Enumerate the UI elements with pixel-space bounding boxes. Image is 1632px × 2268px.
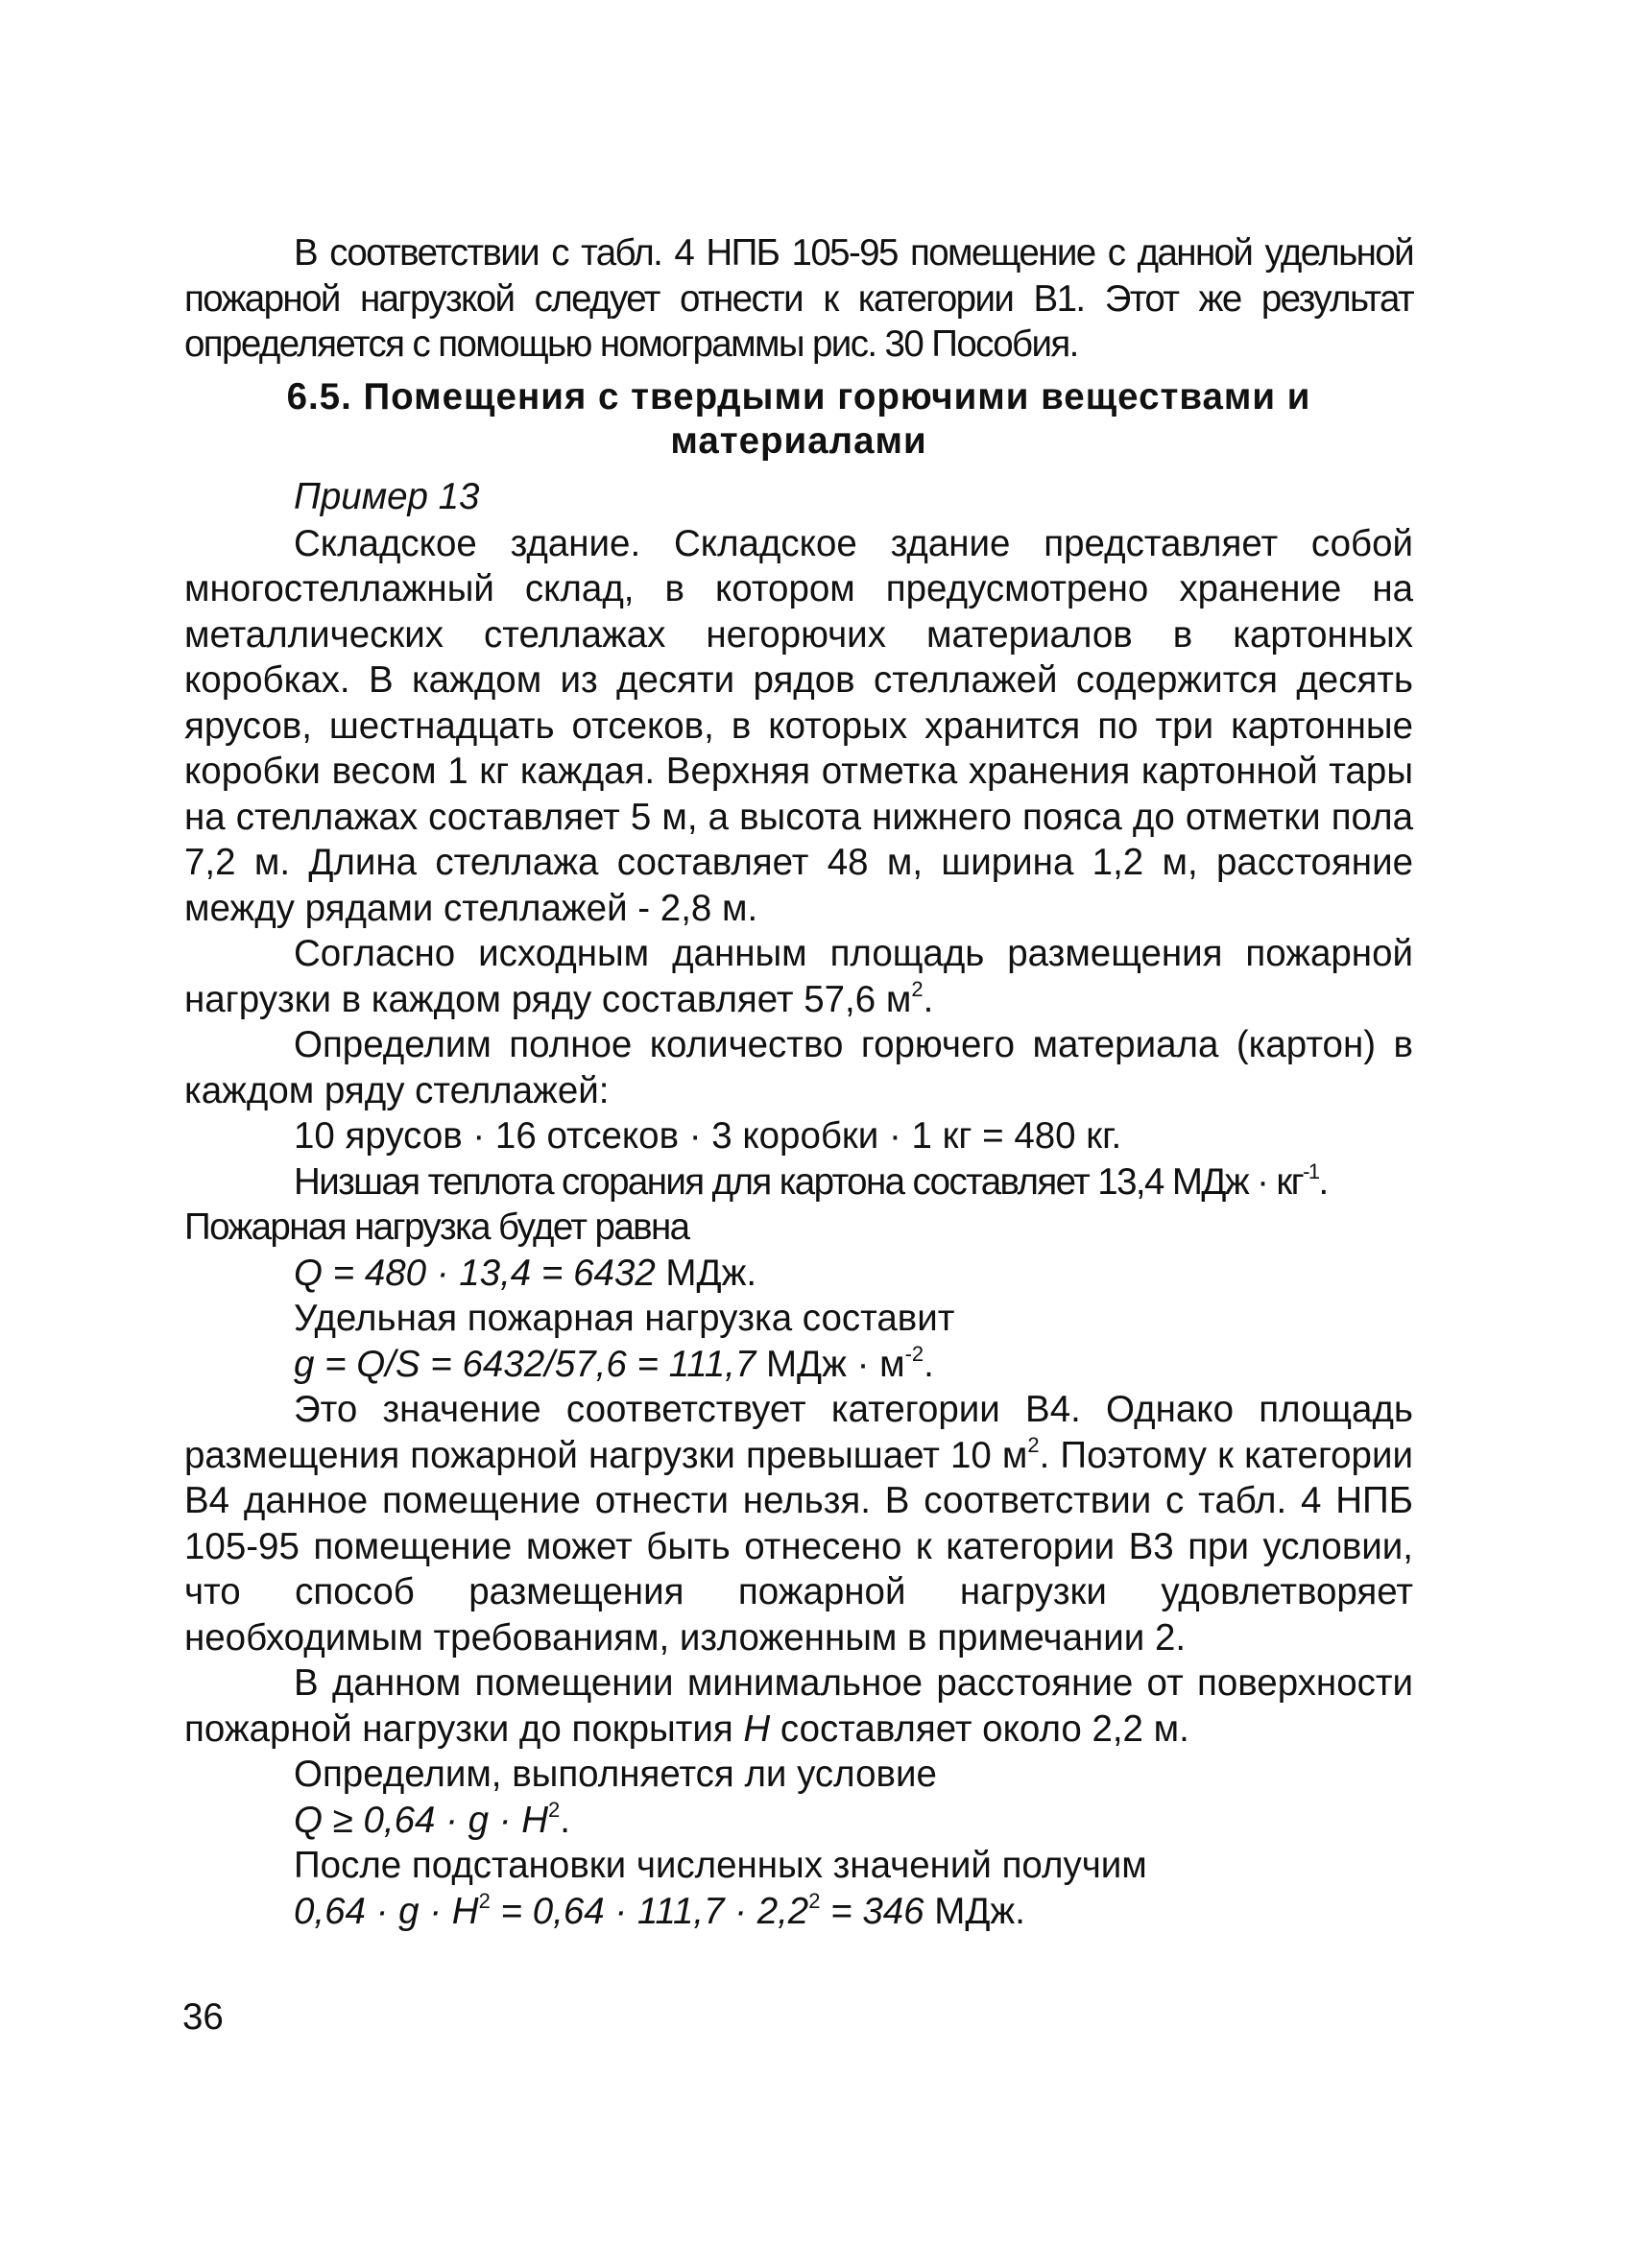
- formula-condition: [184, 1798, 1413, 1844]
- formula-result-sup2: 2: [808, 1888, 821, 1913]
- formula-result-b: = 0,64 · 111,7 · 2,2: [490, 1890, 809, 1932]
- formula-result-unit: МДж.: [924, 1890, 1025, 1932]
- formula-q-expr: Q = 480 · 13,4 = 6432: [294, 1252, 656, 1294]
- distance-paragraph: [184, 1660, 1413, 1752]
- category-part2: . Поэтому к категории В4 данное помещение отнести нельзя. В соответствии с табл. 4 НПБ 105-95 помещение может быть отнесено к категории В3 при условии, что способ размещения пожарной нагрузки удовлетворяет необходимым требованиям, изложенным в примечании 2.: [184, 1434, 1413, 1659]
- category-part1: Это значение соответствует категории В4. Однако площадь размещения пожарной нагрузки превышает 10 м: [184, 1389, 1413, 1476]
- formula-cond-end: .: [560, 1799, 570, 1841]
- distance-part2: составляет около 2,2 м.: [770, 1707, 1189, 1750]
- specific-line: Удельная пожарная нагрузка составит: [294, 1298, 955, 1339]
- formula-result: [184, 1889, 1413, 1935]
- formula-cond-sup: 2: [548, 1797, 561, 1822]
- formula-q: [184, 1251, 1413, 1297]
- category-sup: 2: [1027, 1432, 1040, 1457]
- category-paragraph: [184, 1387, 1413, 1660]
- heat-end: .: [1318, 1160, 1328, 1203]
- section-heading: 6.5. Помещения с твердыми горючими веществами и материалами: [286, 375, 1311, 462]
- formula-g-end: .: [924, 1343, 934, 1385]
- formula-cond-expr: Q ≥ 0,64 · g · H: [294, 1799, 549, 1841]
- mass-calculation: 10 ярусов · 16 отсеков · 3 коробки · 1 кг = 480 кг.: [294, 1115, 1122, 1157]
- formula-g-expr: g = Q/S = 6432/57,6 = 111,7: [294, 1343, 756, 1385]
- example-label: Пример 13: [294, 475, 480, 517]
- intro-paragraph: В соответствии с табл. 4 НПБ 105-95 помещение с данной удельной пожарной нагрузкой следует отнести к категории В1. Этот же результат определяется с помощью номограммы рис. 30 Пособия.: [184, 232, 1413, 365]
- heat-sup: -1: [1303, 1158, 1319, 1183]
- formula-g: [184, 1342, 1413, 1388]
- substitution-line: После подстановки численных значений получим: [294, 1845, 1147, 1886]
- heat-line: [184, 1159, 1413, 1206]
- load-line: Пожарная нагрузка будет равна: [184, 1206, 689, 1248]
- distance-var: H: [743, 1707, 771, 1750]
- formula-result-c: = 346: [820, 1890, 924, 1932]
- warehouse-paragraph: Складское здание. Складское здание представляет собой многостеллажный склад, в котором предусмотрено хранение на металлических стеллажах негорючих материалов в картонных коробках. В каждом из десяти рядов стеллажей содержится десять ярусов, шестнадцать отсеков, в которых хранится по три картонные коробки весом 1 кг каждая. Верхняя отметка хранения картонной тары на стеллажах составляет 5 м, а высота нижнего пояса до отметки пола 7,2 м. Длина стеллажа составляет 48 м, ширина 1,2 м, расстояние между рядами стеллажей - 2,8 м.: [184, 522, 1413, 929]
- area-end: .: [923, 978, 934, 1020]
- condition-line: Определим, выполняется ли условие: [294, 1754, 937, 1795]
- page-number: 36: [182, 1996, 224, 2038]
- area-sup: 2: [911, 976, 924, 1001]
- formula-g-sup: -2: [904, 1341, 924, 1366]
- formula-result-a: 0,64 · g · H: [294, 1890, 479, 1932]
- distance-part1: В данном помещении минимальное расстояние от поверхности пожарной нагрузки до покрытия: [184, 1662, 1413, 1750]
- heat-text: Низшая теплота сгорания для картона составляет 13,4 МДж · кг: [294, 1160, 1304, 1203]
- formula-g-unit: МДж · м: [756, 1343, 905, 1385]
- total-paragraph: Определим полное количество горючего материала (картон) в каждом ряду стеллажей:: [184, 1024, 1413, 1111]
- area-paragraph: [184, 931, 1413, 1022]
- formula-q-unit: МДж.: [655, 1252, 757, 1294]
- formula-result-sup1: 2: [478, 1888, 491, 1913]
- document-page: [184, 230, 1413, 1934]
- area-text: Согласно исходным данным площадь размещения пожарной нагрузки в каждом ряду составляет 57,6 м: [184, 933, 1413, 1020]
